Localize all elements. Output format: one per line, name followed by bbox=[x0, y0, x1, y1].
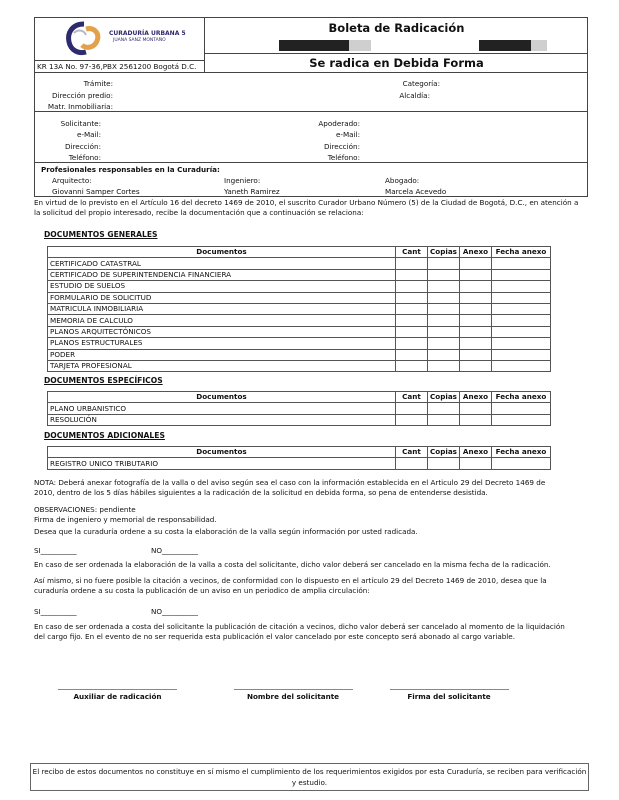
arquitecto-label: Arquitecto: bbox=[52, 176, 92, 185]
divider bbox=[34, 111, 588, 112]
document-name: PLANOS ESTRUCTURALES bbox=[48, 338, 396, 349]
document-name: FORMULARIO DE SOLICITUD bbox=[48, 292, 396, 303]
table-cell bbox=[396, 414, 428, 425]
table-cell bbox=[460, 281, 492, 292]
table-cell bbox=[396, 281, 428, 292]
documentos-generales-table bbox=[47, 246, 551, 372]
page-subtitle: Se radica en Debida Forma bbox=[309, 56, 484, 70]
column-header: Anexo bbox=[460, 392, 492, 403]
signature-nombre: Nombre del solicitante bbox=[246, 692, 340, 701]
logo-name: CURADURÍA URBANA 5 bbox=[109, 30, 186, 37]
column-header: Anexo bbox=[460, 447, 492, 458]
table-row bbox=[48, 349, 551, 360]
document-name: PODER bbox=[48, 349, 396, 360]
tramite-label: Trámite: bbox=[83, 79, 113, 88]
table-cell bbox=[460, 458, 492, 469]
column-header: Fecha anexo bbox=[492, 392, 551, 403]
section-title-generales: DOCUMENTOS GENERALES bbox=[44, 230, 158, 239]
column-header: Cant bbox=[396, 392, 428, 403]
table-cell bbox=[396, 349, 428, 360]
observaciones-text: OBSERVACIONES: pendiente bbox=[34, 505, 136, 514]
table-row bbox=[48, 269, 551, 280]
intro-text: En virtud de lo previsto en el Artículo 16 del decreto 1469 de 2010, el suscrito Curador Urbano Número (5) de la Ciudad de Bogotá, D.C., en atención a la solicitud del propio interesado, recibe la documentación que a continuación se relaciona: bbox=[34, 198, 579, 218]
document-name: CERTIFICADO CATASTRAL bbox=[48, 258, 396, 269]
table-cell bbox=[460, 315, 492, 326]
ingeniero-label: Ingeniero: bbox=[224, 176, 261, 185]
table-cell bbox=[492, 292, 551, 303]
redaction-bar bbox=[279, 40, 349, 51]
table-row bbox=[48, 414, 551, 425]
table-cell bbox=[396, 360, 428, 371]
table-cell bbox=[460, 403, 492, 414]
arquitecto-name: Giovanni Samper Cortes bbox=[52, 187, 140, 196]
table-cell bbox=[492, 303, 551, 314]
column-header: Cant bbox=[396, 247, 428, 258]
table-cell bbox=[396, 338, 428, 349]
abogado-name: Marcela Acevedo bbox=[385, 187, 447, 196]
documentos-especificos-table bbox=[47, 391, 551, 426]
table-cell bbox=[460, 360, 492, 371]
document-name: RESOLUCIÓN bbox=[48, 414, 396, 425]
table-cell bbox=[396, 315, 428, 326]
table-cell bbox=[492, 414, 551, 425]
table-cell bbox=[492, 338, 551, 349]
column-header: Cant bbox=[396, 447, 428, 458]
table-cell bbox=[428, 458, 460, 469]
table-row bbox=[48, 403, 551, 414]
document-name: PLANOS ARQUITECTÓNICOS bbox=[48, 326, 396, 337]
citacion-no-field[interactable]: NO__________ bbox=[151, 607, 198, 616]
column-header: Anexo bbox=[460, 247, 492, 258]
table-cell bbox=[460, 326, 492, 337]
table-cell bbox=[396, 403, 428, 414]
document-name: ESTUDIO DE SUELOS bbox=[48, 281, 396, 292]
table-cell bbox=[460, 269, 492, 280]
table-header-row bbox=[48, 447, 551, 458]
valla-no-field[interactable]: NO__________ bbox=[151, 546, 198, 555]
alcaldia-label: Alcaldía: bbox=[399, 91, 430, 100]
table-row bbox=[48, 338, 551, 349]
signature-auxiliar: Auxiliar de radicación bbox=[73, 692, 162, 701]
signature-line bbox=[390, 689, 509, 690]
column-header: Copias bbox=[428, 247, 460, 258]
table-cell bbox=[460, 303, 492, 314]
table-cell bbox=[492, 326, 551, 337]
table-cell bbox=[460, 292, 492, 303]
table-cell bbox=[428, 349, 460, 360]
table-cell bbox=[492, 315, 551, 326]
column-header: Documentos bbox=[48, 247, 396, 258]
column-header: Documentos bbox=[48, 447, 396, 458]
document-name: PLANO URBANISTICO bbox=[48, 403, 396, 414]
table-cell bbox=[396, 269, 428, 280]
page-title: Boleta de Radicación bbox=[328, 21, 465, 35]
table-cell bbox=[428, 414, 460, 425]
profesionales-title: Profesionales responsables en la Curaduría: bbox=[41, 165, 220, 174]
signature-line bbox=[234, 689, 353, 690]
telefono-label: Teléfono: bbox=[68, 153, 101, 162]
table-header-row bbox=[48, 247, 551, 258]
table-row bbox=[48, 303, 551, 314]
section-title-especificos: DOCUMENTOS ESPECÍFICOS bbox=[44, 376, 163, 385]
table-cell bbox=[428, 403, 460, 414]
direccion-label: Dirección: bbox=[323, 142, 360, 151]
table-cell bbox=[492, 281, 551, 292]
table-cell bbox=[396, 258, 428, 269]
table-cell bbox=[428, 269, 460, 280]
email-label: e-Mail: bbox=[335, 130, 360, 139]
abogado-label: Abogado: bbox=[385, 176, 420, 185]
section-title-adicionales: DOCUMENTOS ADICIONALES bbox=[44, 431, 165, 440]
apoderado-label: Apoderado: bbox=[318, 119, 360, 128]
table-cell bbox=[460, 414, 492, 425]
nota-text: NOTA: Deberá anexar fotografía de la valla o del aviso según sea el caso con la información establecida en el Articulo 29 del Decreto 1469 de 2010, dentro de los 5 días hábiles siguientes a la radicación de la solicitud en debida forma, so pena de entenderse desistida. bbox=[34, 478, 546, 498]
table-cell bbox=[396, 303, 428, 314]
document-name: TARJETA PROFESIONAL bbox=[48, 360, 396, 371]
table-row bbox=[48, 292, 551, 303]
table-cell bbox=[492, 403, 551, 414]
ingeniero-name: Yaneth Ramirez bbox=[224, 187, 280, 196]
direccion-predio-label: Dirección predio: bbox=[51, 91, 113, 100]
table-cell bbox=[460, 349, 492, 360]
table-cell bbox=[396, 292, 428, 303]
citacion-question: Así mismo, si no fuere posible la citación a vecinos, de conformidad con lo dispuesto en el artículo 29 del Decreto 1469 de 2010, desea que la curaduría ordene a su costa la publicación de un aviso en un periodico de amplia circulación: bbox=[34, 576, 547, 596]
signature-line bbox=[58, 689, 177, 690]
document-name: CERTIFICADO DE SUPERINTENDENCIA FINANCIERA bbox=[48, 269, 396, 280]
table-row bbox=[48, 281, 551, 292]
table-cell bbox=[428, 360, 460, 371]
divider bbox=[34, 196, 588, 197]
citacion-note: En caso de ser ordenada a costa del solicitante la publicación de citación a vecinos, dicho valor deberá ser cancelado al momento de la liquidación del cargo fijo. En el evento de no ser requerida esta publicación el valor cancelado por este concepto será abonado al cargo variable. bbox=[34, 622, 565, 642]
curaduria-logo-icon bbox=[64, 21, 104, 57]
table-cell bbox=[492, 258, 551, 269]
table-cell bbox=[428, 326, 460, 337]
column-header: Fecha anexo bbox=[492, 447, 551, 458]
divider bbox=[34, 162, 588, 163]
categoria-label: Categoría: bbox=[402, 79, 440, 88]
table-header-row bbox=[48, 392, 551, 403]
redaction-bar bbox=[349, 40, 371, 51]
email-label: e-Mail: bbox=[76, 130, 101, 139]
document-name: MEMORIA DE CALCULO bbox=[48, 315, 396, 326]
observaciones-detail: Firma de ingeniero y memorial de responsabilidad. bbox=[34, 515, 217, 524]
table-cell bbox=[428, 338, 460, 349]
table-cell bbox=[492, 360, 551, 371]
column-header: Fecha anexo bbox=[492, 247, 551, 258]
column-header: Copias bbox=[428, 447, 460, 458]
signature-firma: Firma del solicitante bbox=[407, 692, 491, 701]
table-cell bbox=[460, 338, 492, 349]
table-row bbox=[48, 258, 551, 269]
table-cell bbox=[428, 292, 460, 303]
matricula-label: Matr. Inmobiliaria: bbox=[47, 102, 113, 111]
valla-question: Desea que la curaduría ordene a su costa la elaboración de la valla según información por usted radicada. bbox=[34, 527, 418, 536]
table-cell bbox=[492, 458, 551, 469]
redaction-bar bbox=[531, 40, 547, 51]
logo-area bbox=[34, 17, 205, 60]
document-name: REGISTRO UNICO TRIBUTARIO bbox=[48, 458, 396, 469]
direccion-label: Dirección: bbox=[64, 142, 101, 151]
address: KR 13A No. 97-36,PBX 2561200 Bogotá D.C. bbox=[34, 60, 205, 73]
valla-note: En caso de ser ordenada la elaboración de la valla a costa del solicitante, dicho valor deberá ser cancelado en la misma fecha de la radicación. bbox=[34, 560, 551, 569]
column-header: Copias bbox=[428, 392, 460, 403]
column-header: Documentos bbox=[48, 392, 396, 403]
table-cell bbox=[492, 269, 551, 280]
table-row bbox=[48, 360, 551, 371]
table-cell bbox=[460, 258, 492, 269]
telefono-label: Teléfono: bbox=[327, 153, 360, 162]
redaction-bar bbox=[479, 40, 531, 51]
documentos-adicionales-table bbox=[47, 446, 551, 470]
valla-si-field[interactable]: SI__________ bbox=[34, 546, 77, 555]
table-row bbox=[48, 315, 551, 326]
table-cell bbox=[428, 303, 460, 314]
citacion-si-field[interactable]: SI__________ bbox=[34, 607, 77, 616]
table-cell bbox=[396, 326, 428, 337]
footer-disclaimer: El recibo de estos documentos no constituye en sí mismo el cumplimiento de los requerimientos exigidos por esta Curaduría, se reciben para verificación y estudio. bbox=[30, 763, 589, 791]
logo-person: JUANA SANZ MONTAÑO bbox=[113, 38, 166, 43]
table-cell bbox=[428, 281, 460, 292]
table-cell bbox=[396, 458, 428, 469]
table-cell bbox=[492, 349, 551, 360]
document-name: MATRICULA INMOBILIARIA bbox=[48, 303, 396, 314]
solicitante-label: Solicitante: bbox=[60, 119, 101, 128]
table-row bbox=[48, 458, 551, 469]
table-row bbox=[48, 326, 551, 337]
table-cell bbox=[428, 315, 460, 326]
table-cell bbox=[428, 258, 460, 269]
